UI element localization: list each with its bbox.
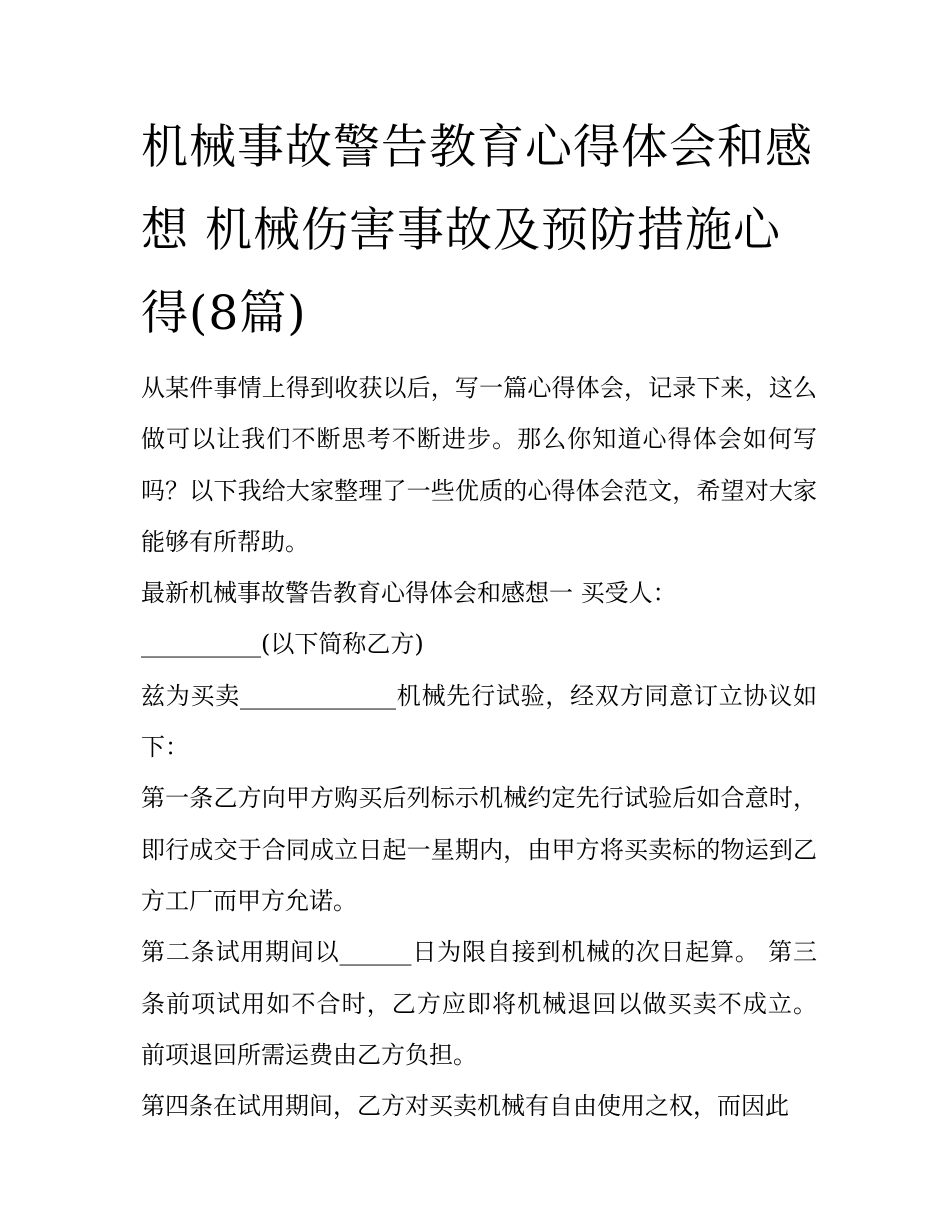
paragraph-article-2-3: 第二条试用期间以______日为限自接到机械的次日起算。 第三条前项试用如不合时，乙方应即将机械退回以做买卖不成立。 前项退回所需运费由乙方负担。: [141, 938, 825, 1069]
paragraph-article-1: 第一条乙方向甲方购买后列标示机械约定先行试验后如合意时，即行成交于合同成立日起一星期内，由甲方将买卖标的物运到乙方工厂而甲方允诺。: [141, 784, 817, 915]
paragraph-intro: 从某件事情上得到收获以后，写一篇心得体会，记录下来，这么做可以让我们不断思考不断进步。那么你知道心得体会如何写吗？以下我给大家整理了一些优质的心得体会范文，希望对大家能够有所帮助。: [141, 374, 817, 556]
paragraph-buyer-line: __________(以下简称乙方): [141, 630, 424, 659]
document-body: [141, 106, 825, 1132]
document-title: 机械事故警告教育心得体会和感想 机械伤害事故及预防措施心得(8篇): [141, 120, 813, 341]
paragraph-section-heading: 最新机械事故警告教育心得体会和感想一 买受人：: [141, 579, 677, 608]
paragraph-agreement: 兹为买卖_____________机械先行试验，经双方同意订立协议如下：: [141, 681, 817, 762]
paragraph-article-4: 第四条在试用期间，乙方对买卖机械有自由使用之权，而因此: [141, 1092, 789, 1121]
